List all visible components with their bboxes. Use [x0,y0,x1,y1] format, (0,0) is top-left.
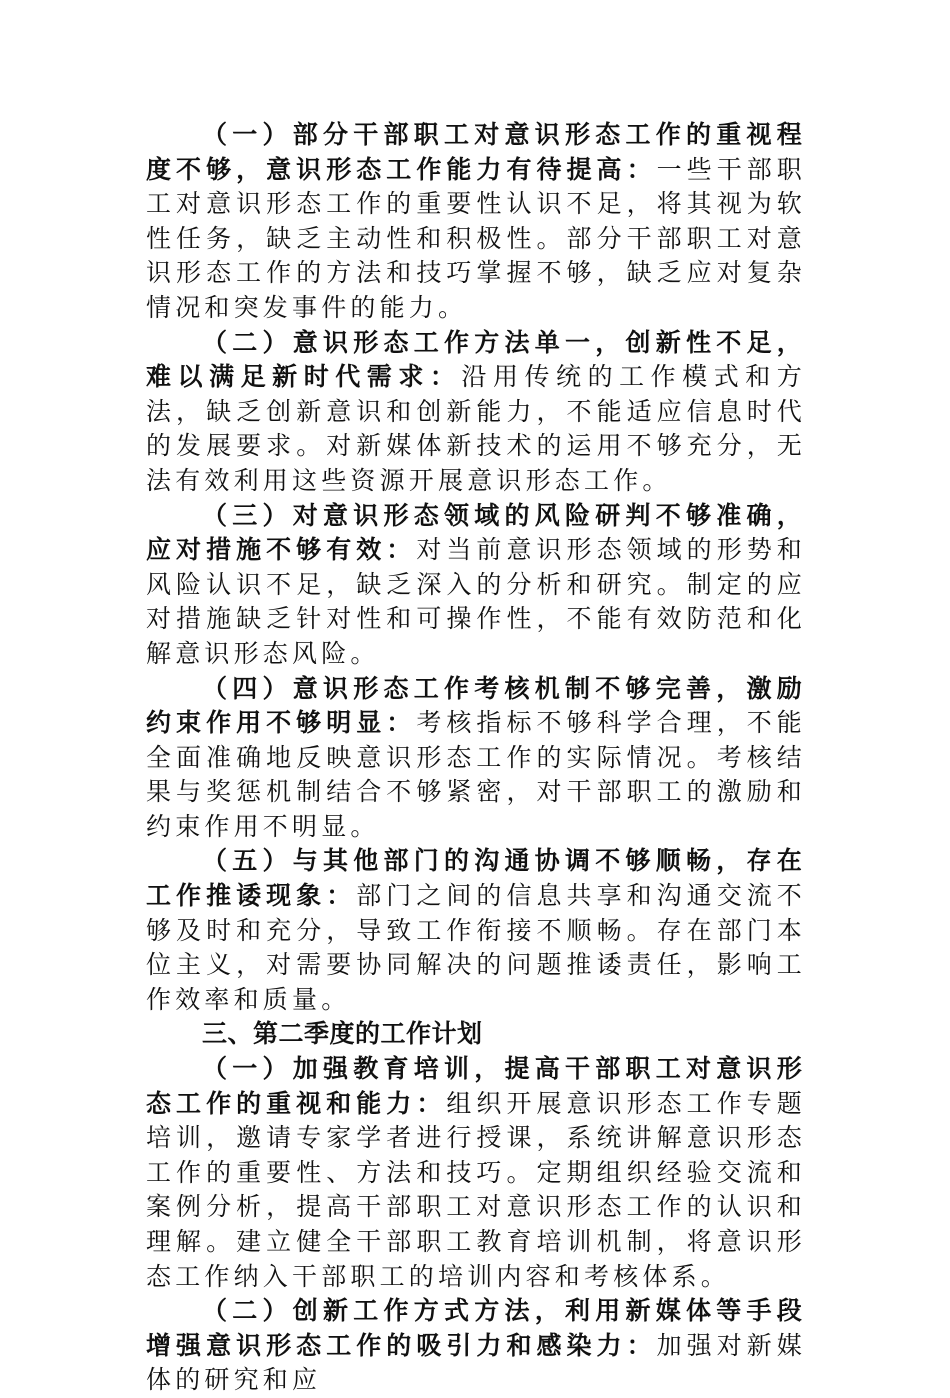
paragraph-body: 对当前意识形态领域的形势和风险认识不足，缺乏深入的分析和研究。制定的应对措施缺乏针对性和可操作性，不能有效防范和化解意识形态风险。 [146,535,806,668]
document-body [146,118,806,1398]
paragraph-body: 一些干部职工对意识形态工作的重要性认识不足，将其视为软性任务，缺乏主动性和积极性。部分干部职工对意识形态工作的方法和技巧掌握不够，缺乏应对复杂情况和突发事件的能力。 [146,154,806,322]
section-heading: 三、第二季度的工作计划 [202,1019,483,1049]
paragraph-body: 加强对新媒体的研究和应 [146,1330,806,1395]
paragraph-problem-5 [146,844,806,1017]
paragraph-lead: （三）对意识形态领域的风险研判不够准确，应对措施不够有效： [146,500,806,565]
paragraph-lead: （二）创新工作方式方法，利用新媒体等手段增强意识形态工作的吸引力和感染力： [146,1296,806,1360]
paragraph-body: 考核指标不够科学合理，不能全面准确地反映意识形态工作的实际情况。考核结果与奖惩机制结合不够紧密，对干部职工的激励和约束作用不明显。 [146,708,806,841]
paragraph-lead: （五）与其他部门的沟通协调不够顺畅，存在工作推诿现象： [146,846,806,911]
paragraph-body: 沿用传统的工作模式和方法，缺乏创新意识和创新能力，不能适应信息时代的发展要求。对新媒体新技术的运用不够充分，无法有效利用这些资源开展意识形态工作。 [146,362,806,495]
paragraph-problem-1 [146,118,806,326]
paragraph-body: 部门之间的信息共享和沟通交流不够及时和充分，导致工作衔接不顺畅。存在部门本位主义，对需要协同解决的问题推诿责任，影响工作效率和质量。 [146,881,806,1014]
paragraph-lead: （一）加强教育培训，提高干部职工对意识形态工作的重视和能力： [146,1054,806,1118]
paragraph-problem-2 [146,326,806,499]
paragraph-body: 组织开展意识形态工作专题培训，邀请专家学者进行授课，系统讲解意识形态工作的重要性、方法和技巧。定期组织经验交流和案例分析，提高干部职工对意识形态工作的认识和理解。建立健全干部职工教育培训机制，将意识形态工作纳入干部职工的培训内容和考核体系。 [146,1088,806,1291]
paragraph-lead: （四）意识形态工作考核机制不够完善，激励约束作用不够明显： [146,673,806,738]
paragraph-lead: （一）部分干部职工对意识形态工作的重视程度不够，意识形态工作能力有待提高： [146,120,806,184]
paragraph-problem-4 [146,672,806,845]
paragraph-lead: （二）意识形态工作方法单一，创新性不足，难以满足新时代需求： [146,327,806,392]
paragraph-problem-3 [146,499,806,672]
paragraph-plan-1 [146,1052,806,1294]
paragraph-plan-2 [146,1294,806,1398]
